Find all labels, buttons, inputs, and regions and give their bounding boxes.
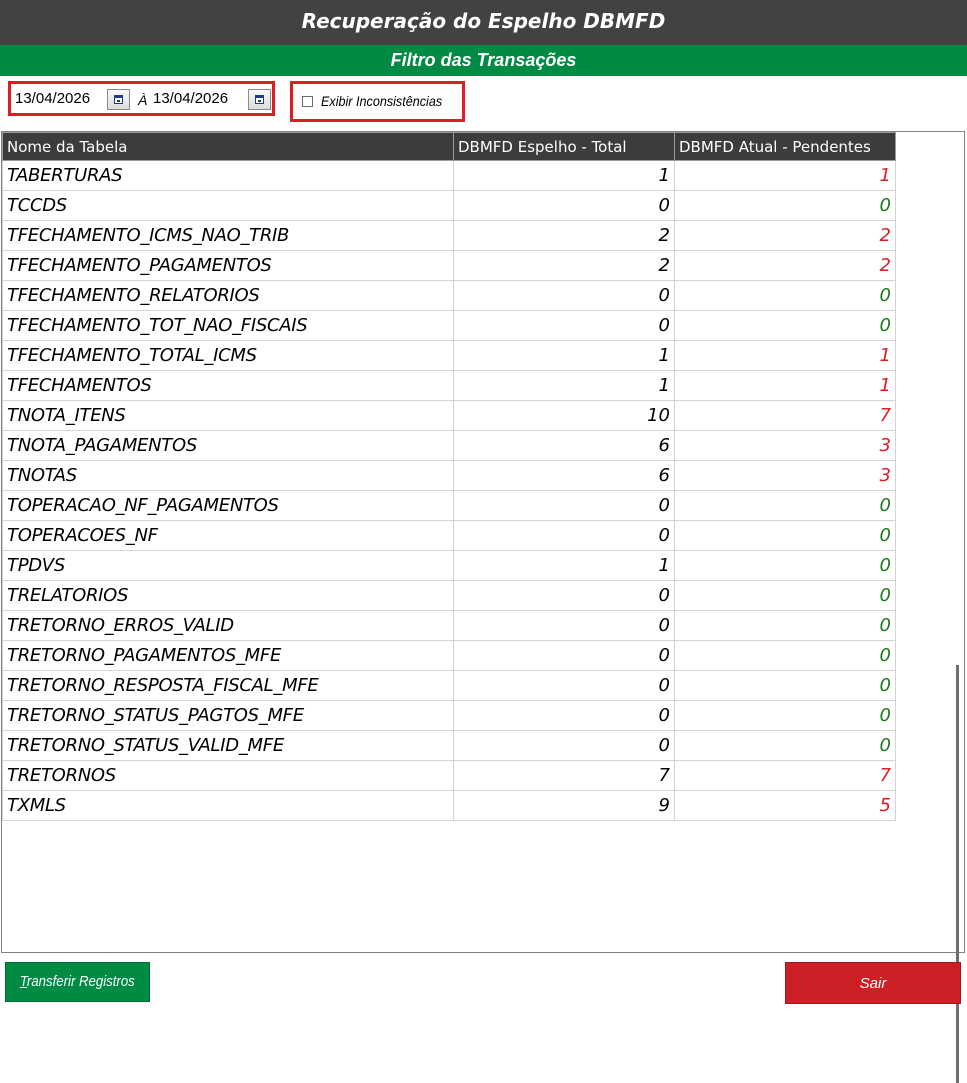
mirror-total-cell: 0 xyxy=(454,731,675,761)
current-pending-cell: 0 xyxy=(675,191,896,221)
calendar-icon xyxy=(114,95,123,104)
current-pending-cell: 3 xyxy=(675,461,896,491)
table-name-cell: TRELATORIOS xyxy=(3,581,454,611)
mirror-total-cell: 2 xyxy=(454,221,675,251)
transfer-records-label: Transferir Registros xyxy=(20,973,135,990)
mirror-total-cell: 0 xyxy=(454,641,675,671)
mirror-total-cell: 0 xyxy=(454,671,675,701)
current-pending-cell: 7 xyxy=(675,761,896,791)
mirror-total-cell: 9 xyxy=(454,791,675,821)
mirror-total-cell: 1 xyxy=(454,551,675,581)
mirror-total-cell: 1 xyxy=(454,341,675,371)
table-name-cell: TRETORNO_STATUS_VALID_MFE xyxy=(3,731,454,761)
table-row[interactable] xyxy=(3,341,896,371)
date-range-separator: À xyxy=(138,92,148,108)
date-range-filter xyxy=(8,81,275,116)
table-name-cell: TRETORNO_STATUS_PAGTOS_MFE xyxy=(3,701,454,731)
mirror-total-cell: 0 xyxy=(454,491,675,521)
table-row[interactable] xyxy=(3,311,896,341)
inconsistency-filter xyxy=(290,81,465,122)
table-name-cell: TNOTAS xyxy=(3,461,454,491)
current-pending-cell: 0 xyxy=(675,611,896,641)
transfer-records-button[interactable] xyxy=(5,962,150,1002)
current-pending-cell: 1 xyxy=(675,371,896,401)
table-name-cell: TFECHAMENTO_TOTAL_ICMS xyxy=(3,341,454,371)
mirror-total-cell: 0 xyxy=(454,701,675,731)
table-name-cell: TXMLS xyxy=(3,791,454,821)
table-row[interactable] xyxy=(3,581,896,611)
table-row[interactable] xyxy=(3,161,896,191)
current-pending-cell: 0 xyxy=(675,311,896,341)
mirror-total-cell: 7 xyxy=(454,761,675,791)
table-row[interactable] xyxy=(3,401,896,431)
calendar-icon xyxy=(255,95,264,104)
current-pending-cell: 3 xyxy=(675,431,896,461)
current-pending-cell: 0 xyxy=(675,671,896,701)
exit-label: Sair xyxy=(859,975,887,992)
mirror-total-cell: 0 xyxy=(454,611,675,641)
current-pending-cell: 1 xyxy=(675,161,896,191)
table-row[interactable] xyxy=(3,611,896,641)
current-pending-cell: 7 xyxy=(675,401,896,431)
mirror-total-cell: 1 xyxy=(454,161,675,191)
current-pending-cell: 0 xyxy=(675,491,896,521)
current-pending-cell: 5 xyxy=(675,791,896,821)
table-name-cell: TFECHAMENTO_RELATORIOS xyxy=(3,281,454,311)
table-row[interactable] xyxy=(3,191,896,221)
mirror-total-cell: 6 xyxy=(454,431,675,461)
table-row[interactable] xyxy=(3,431,896,461)
table-name-cell: TFECHAMENTO_ICMS_NAO_TRIB xyxy=(3,221,454,251)
table-row[interactable] xyxy=(3,551,896,581)
mirror-total-cell: 2 xyxy=(454,251,675,281)
current-pending-cell: 0 xyxy=(675,551,896,581)
current-pending-cell: 2 xyxy=(675,221,896,251)
column-header-mirror-total[interactable]: DBMFD Espelho - Total xyxy=(454,133,675,161)
mirror-total-cell: 0 xyxy=(454,521,675,551)
table-name-cell: TRETORNO_RESPOSTA_FISCAL_MFE xyxy=(3,671,454,701)
current-pending-cell: 1 xyxy=(675,341,896,371)
show-inconsistencies-label[interactable]: Exibir Inconsistências xyxy=(321,93,443,109)
table-row[interactable] xyxy=(3,761,896,791)
date-from-input[interactable]: 13/04/2026 xyxy=(15,90,91,107)
exit-button[interactable] xyxy=(785,962,961,1004)
table-row[interactable] xyxy=(3,521,896,551)
table-name-cell: TFECHAMENTO_PAGAMENTOS xyxy=(3,251,454,281)
mirror-total-cell: 0 xyxy=(454,191,675,221)
table-name-cell: TNOTA_ITENS xyxy=(3,401,454,431)
table-row[interactable] xyxy=(3,491,896,521)
current-pending-cell: 0 xyxy=(675,281,896,311)
table-header-row xyxy=(3,133,896,161)
current-pending-cell: 0 xyxy=(675,521,896,551)
date-to-picker-button[interactable] xyxy=(248,89,271,110)
table-name-cell: TCCDS xyxy=(3,191,454,221)
mirror-total-cell: 1 xyxy=(454,371,675,401)
table-row[interactable] xyxy=(3,281,896,311)
table-row[interactable] xyxy=(3,791,896,821)
mirror-total-cell: 10 xyxy=(454,401,675,431)
scrollbar-thumb[interactable] xyxy=(956,665,959,1083)
tables-table xyxy=(2,132,896,821)
table-name-cell: TRETORNO_PAGAMENTOS_MFE xyxy=(3,641,454,671)
column-header-table-name[interactable]: Nome da Tabela xyxy=(3,133,454,161)
table-name-cell: TFECHAMENTO_TOT_NAO_FISCAIS xyxy=(3,311,454,341)
column-header-current-pending[interactable]: DBMFD Atual - Pendentes xyxy=(675,133,896,161)
table-name-cell: TOPERACAO_NF_PAGAMENTOS xyxy=(3,491,454,521)
table-name-cell: TNOTA_PAGAMENTOS xyxy=(3,431,454,461)
current-pending-cell: 0 xyxy=(675,641,896,671)
current-pending-cell: 0 xyxy=(675,581,896,611)
table-row[interactable] xyxy=(3,461,896,491)
mirror-total-cell: 0 xyxy=(454,581,675,611)
current-pending-cell: 2 xyxy=(675,251,896,281)
table-row[interactable] xyxy=(3,641,896,671)
table-row[interactable] xyxy=(3,221,896,251)
table-name-cell: TPDVS xyxy=(3,551,454,581)
table-name-cell: TABERTURAS xyxy=(3,161,454,191)
mirror-total-cell: 6 xyxy=(454,461,675,491)
table-row[interactable] xyxy=(3,671,896,701)
date-to-input[interactable]: 13/04/2026 xyxy=(153,90,229,107)
table-name-cell: TOPERACOES_NF xyxy=(3,521,454,551)
current-pending-cell: 0 xyxy=(675,731,896,761)
current-pending-cell: 0 xyxy=(675,701,896,731)
table-name-cell: TRETORNO_ERROS_VALID xyxy=(3,611,454,641)
table-name-cell: TFECHAMENTOS xyxy=(3,371,454,401)
table-row[interactable] xyxy=(3,701,896,731)
mirror-total-cell: 0 xyxy=(454,281,675,311)
tables-grid xyxy=(1,131,965,953)
table-row[interactable] xyxy=(3,371,896,401)
filter-section-header: Filtro das Transações xyxy=(0,45,967,76)
date-from-picker-button[interactable] xyxy=(107,89,130,110)
table-row[interactable] xyxy=(3,731,896,761)
table-name-cell: TRETORNOS xyxy=(3,761,454,791)
table-row[interactable] xyxy=(3,251,896,281)
mirror-total-cell: 0 xyxy=(454,311,675,341)
window-title: Recuperação do Espelho DBMFD xyxy=(0,0,967,45)
show-inconsistencies-checkbox[interactable] xyxy=(302,96,313,107)
